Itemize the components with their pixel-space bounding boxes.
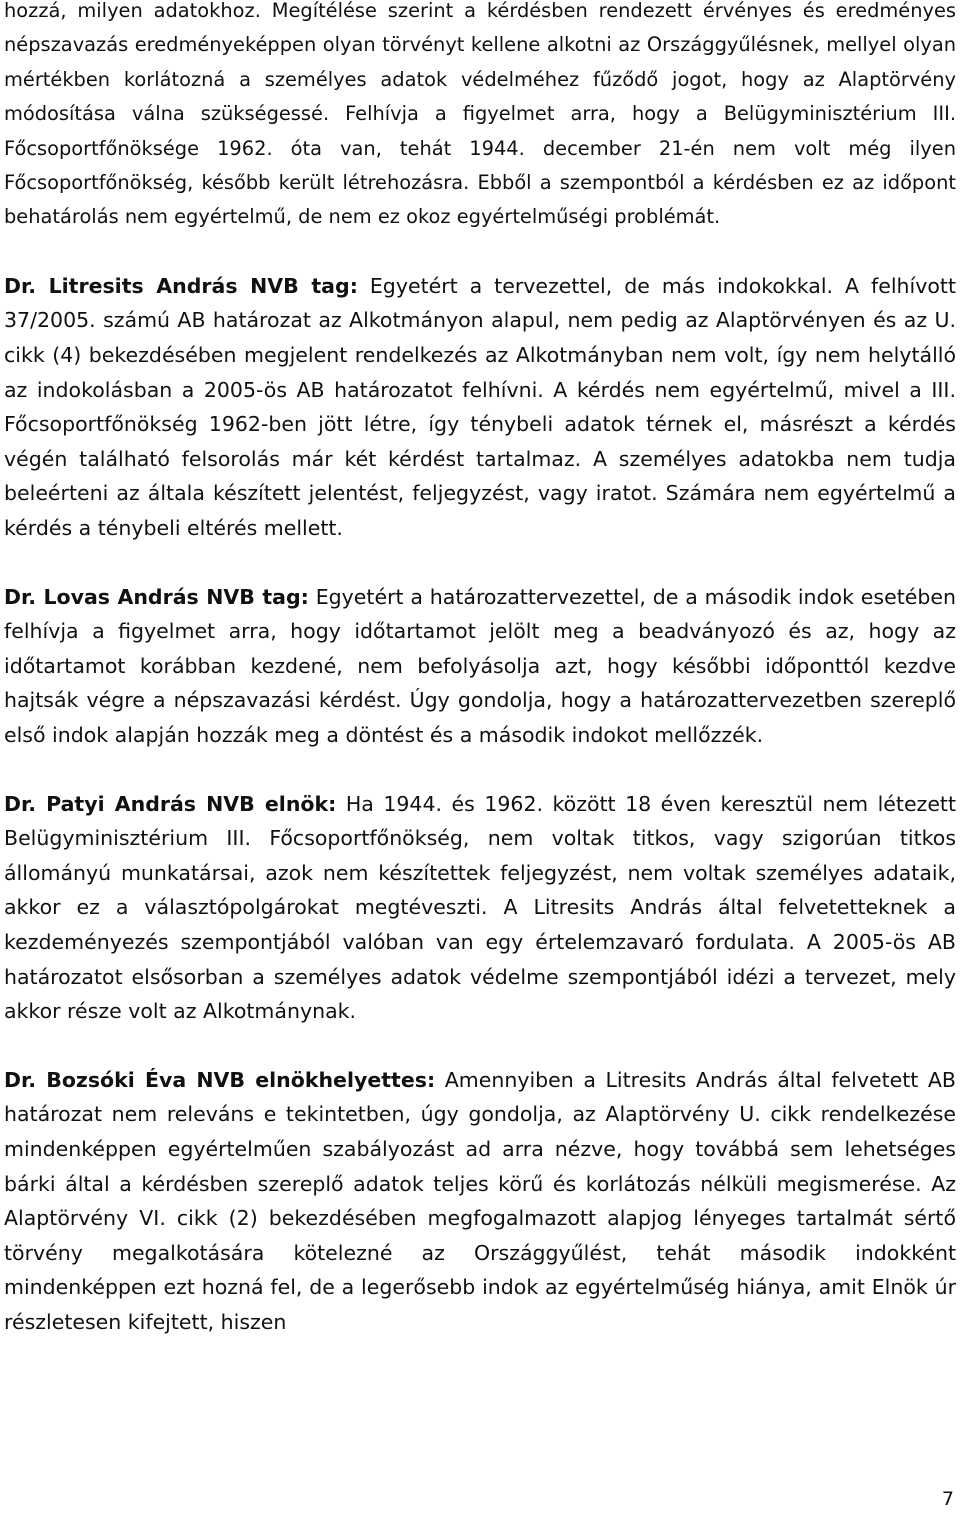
paragraph-litresits: [4, 269, 956, 546]
page-number: 7: [941, 1488, 954, 1510]
speaker-bozsoki: Dr. Bozsóki Éva NVB elnökhelyettes:: [4, 1067, 436, 1092]
paragraph-lovas-text: Egyetért a határozattervezettel, de a második indok esetében felhívja a figyelmet arra, hogy időtartamot jelölt meg a beadványozó és az, hogy az időtartamot korábban kezdené, nem befolyásolja azt, hogy későbbi időponttól kezdve hajtsák végre a népszavazási kérdést. Úgy gondolja, hogy a határozattervezetben szereplő első indok alapján hozzák meg a döntést és a második indokot mellőzzék.: [4, 584, 956, 747]
paragraph-patyi: [4, 787, 956, 1029]
speaker-patyi: Dr. Patyi András NVB elnök:: [4, 791, 337, 816]
speaker-lovas: Dr. Lovas András NVB tag:: [4, 584, 309, 609]
speaker-litresits: Dr. Litresits András NVB tag:: [4, 273, 358, 298]
paragraph-litresits-text: Egyetért a tervezettel, de más indokokkal. A felhívott 37/2005. számú AB határozat az Alkotmányon alapul, nem pedig az Alaptörvényen és az U. cikk (4) bekezdésében megjelent rendelkezés az Alkotmányban nem volt, így nem helytálló az indokolásban a 2005-ös AB határozatot felhívni. A kérdés nem egyértelmű, mivel a III. Főcsoportfőnökség 1962-ben jött létre, így ténybeli adatok térnek el, másrészt a kérdés végén található felsorolás már két kérdést tartalmaz. A személyes adatokba nem tudja beleérteni az általa készített jelentést, feljegyzést, vagy iratot. Számára nem egyértelmű a kérdés a ténybeli eltérés mellett.: [4, 273, 956, 540]
paragraph-1-text: hozzá, milyen adatokhoz. Megítélése szerint a kérdésben rendezett érvényes és eredményes népszavazás eredményeképpen olyan törvényt kellene alkotni az Országgyűlésnek, mellyel olyan mértékben korlátozná a személyes adatok védelméhez fűződő jogot, hogy az Alaptörvény módosítása válna szükségessé. Felhívja a figyelmet arra, hogy a Belügyminisztérium III. Főcsoportfőnöksége 1962. óta van, tehát 1944. december 21-én nem volt még ilyen Főcsoportfőnökség, később került létrehozásra. Ebből a szempontból a kérdésben ez az időpont behatárolás nem egyértelmű, de nem ez okoz egyértelműségi problémát.: [4, 0, 956, 229]
paragraph-1: [4, 0, 956, 235]
paragraph-lovas: [4, 580, 956, 753]
paragraph-bozsoki-text: Amennyiben a Litresits András által felvetett AB határozat nem releváns e tekintetben, úgy gondolja, az Alaptörvény U. cikk rendelkezése mindenképpen egyértelműen szabályozást ad arra nézve, hogy továbbá sem lehetséges bárki által a kérdésben szereplő adatok teljes körű és korlátozás nélküli megismerése. Az Alaptörvény VI. cikk (2) bekezdésében megfogalmazott alapjog lényeges tartalmát sértő törvény megalkotására kötelezné az Országgyűlést, tehát második indokként mindenképpen ezt hozná fel, de a legerősebb indok az egyértelműség hiánya, amit Elnök úr részletesen kifejtett, hiszen: [4, 1067, 956, 1334]
paragraph-bozsoki: [4, 1063, 956, 1340]
paragraph-patyi-text: Ha 1944. és 1962. között 18 éven keresztül nem létezett Belügyminisztérium III. Főcsoportfőnökség, nem voltak titkos, vagy szigorúan titkos állományú munkatársai, azok nem készítettek feljegyzést, nem voltak személyes adataik, akkor ez a választópolgárokat megtéveszti. A Litresits András által felvetetteknek a kezdeményezés szempontjából valóban van egy értelemzavaró fordulata. A 2005-ös AB határozatot elsősorban a személyes adatok védelme szempontjából idézi a tervezet, mely akkor része volt az Alkotmánynak.: [4, 791, 957, 1024]
document-page: [4, 0, 956, 1339]
